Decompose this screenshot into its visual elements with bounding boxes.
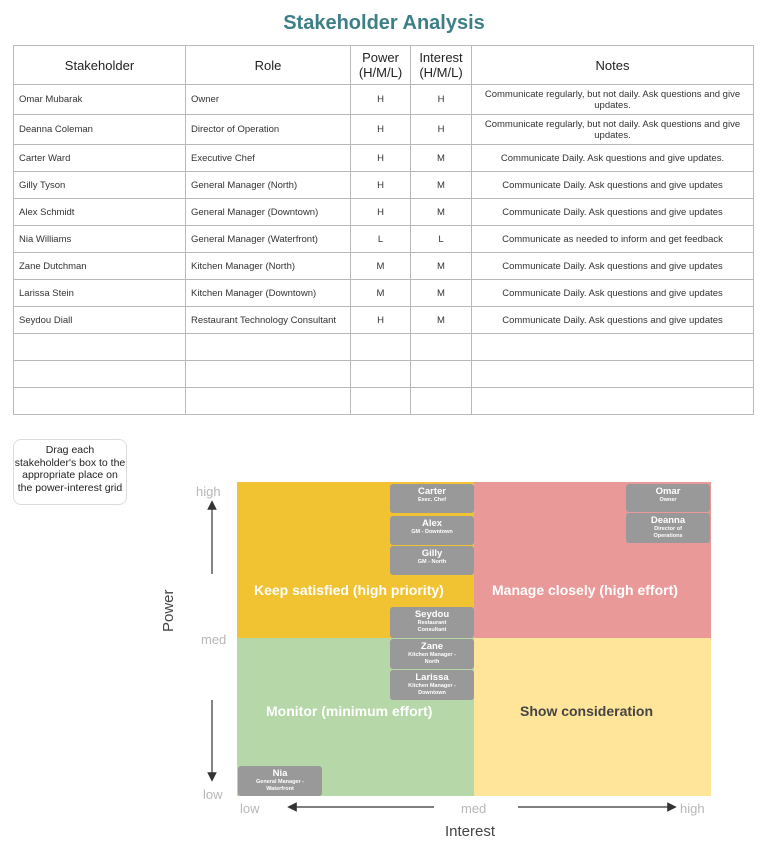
- card-seydou[interactable]: [390, 607, 474, 638]
- card-role: Owner: [659, 497, 677, 503]
- header-interest-line1: Interest: [419, 50, 463, 65]
- card-carter[interactable]: [390, 484, 474, 513]
- card-role-line2: North: [424, 659, 440, 665]
- label-keep-satisfied: Keep satisfied (high priority): [254, 582, 444, 598]
- cell-power[interactable]: H: [351, 307, 411, 334]
- cell-role[interactable]: Restaurant Technology Consultant: [186, 307, 351, 334]
- cell-stakeholder[interactable]: Seydou Diall: [14, 307, 186, 334]
- cell-role[interactable]: General Manager (Downtown): [186, 199, 351, 226]
- cell-stakeholder[interactable]: Carter Ward: [14, 145, 186, 172]
- card-name: Nia: [272, 768, 288, 779]
- header-power-line2: (H/M/L): [358, 65, 403, 80]
- header-power-line1: Power: [362, 50, 399, 65]
- cell-notes[interactable]: Communicate Daily. Ask questions and give updates.: [472, 145, 754, 172]
- card-zane[interactable]: [390, 639, 474, 669]
- card-role-line2: Downtown: [418, 690, 446, 696]
- card-role-line2: Operations: [653, 533, 683, 539]
- card-name: Larissa: [415, 672, 449, 683]
- cell-role[interactable]: General Manager (North): [186, 172, 351, 199]
- header-role: Role: [186, 46, 351, 85]
- instruction-box: Drag each stakeholder's box to the appropriate place on the power-interest grid: [13, 439, 127, 505]
- card-omar[interactable]: [626, 484, 710, 512]
- cell-notes[interactable]: Communicate Daily. Ask questions and give updates: [472, 280, 754, 307]
- card-name: Carter: [418, 486, 446, 497]
- axis-title-interest: Interest: [445, 823, 496, 840]
- cell-stakeholder[interactable]: Zane Dutchman: [14, 253, 186, 280]
- cell-power[interactable]: L: [351, 226, 411, 253]
- tick-interest-low: low: [240, 801, 260, 816]
- cell-notes[interactable]: Communicate regularly, but not daily. Ask questions and give updates.: [472, 85, 754, 115]
- cell-interest[interactable]: M: [411, 172, 472, 199]
- card-role-line2: Waterfront: [266, 786, 294, 792]
- cell-notes[interactable]: Communicate Daily. Ask questions and give updates: [472, 172, 754, 199]
- card-role-line1: Kitchen Manager -: [408, 683, 456, 689]
- cell-role[interactable]: General Manager (Waterfront): [186, 226, 351, 253]
- card-alex[interactable]: [390, 516, 474, 545]
- header-stakeholder: Stakeholder: [14, 46, 186, 85]
- cell-stakeholder[interactable]: Alex Schmidt: [14, 199, 186, 226]
- card-gilly[interactable]: [390, 546, 474, 575]
- cell-stakeholder[interactable]: Gilly Tyson: [14, 172, 186, 199]
- card-name: Seydou: [414, 609, 450, 620]
- label-monitor: Monitor (minimum effort): [266, 703, 433, 719]
- cell-notes[interactable]: Communicate as needed to inform and get feedback: [472, 226, 754, 253]
- card-name: Gilly: [421, 548, 443, 559]
- cell-role[interactable]: Director of Operation: [186, 115, 351, 145]
- cell-power[interactable]: H: [351, 172, 411, 199]
- cell-notes[interactable]: Communicate Daily. Ask questions and give updates: [472, 199, 754, 226]
- card-role: GM - Downtown: [411, 529, 453, 535]
- card-name: Alex: [421, 518, 443, 529]
- cell-power[interactable]: H: [351, 199, 411, 226]
- cell-power[interactable]: M: [351, 280, 411, 307]
- tick-power-med: med: [201, 632, 227, 647]
- header-interest-line2: (H/M/L): [419, 65, 463, 80]
- card-role-line1: Restaurant: [417, 620, 447, 626]
- cell-power[interactable]: H: [351, 85, 411, 115]
- label-show-consideration: Show consideration: [520, 703, 654, 719]
- cell-role[interactable]: Kitchen Manager (North): [186, 253, 351, 280]
- card-role-line1: Kitchen Manager -: [408, 652, 456, 658]
- card-role: Exec. Chef: [417, 497, 447, 503]
- cell-interest[interactable]: M: [411, 253, 472, 280]
- card-name: Omar: [655, 486, 681, 497]
- cell-power[interactable]: H: [351, 145, 411, 172]
- cell-stakeholder[interactable]: Omar Mubarak: [14, 85, 186, 115]
- cell-interest[interactable]: L: [411, 226, 472, 253]
- cell-notes[interactable]: Communicate Daily. Ask questions and give updates: [472, 307, 754, 334]
- card-name: Zane: [420, 641, 444, 652]
- label-manage-closely: Manage closely (high effort): [492, 582, 678, 598]
- cell-stakeholder[interactable]: Nia Williams: [14, 226, 186, 253]
- cell-role[interactable]: Owner: [186, 85, 351, 115]
- card-deanna[interactable]: [626, 513, 710, 543]
- card-larissa[interactable]: [390, 670, 474, 700]
- page-title: Stakeholder Analysis: [283, 12, 485, 34]
- cell-interest[interactable]: H: [411, 115, 472, 145]
- cell-power[interactable]: M: [351, 253, 411, 280]
- cell-role[interactable]: Executive Chef: [186, 145, 351, 172]
- cell-interest[interactable]: M: [411, 145, 472, 172]
- cell-power[interactable]: H: [351, 115, 411, 145]
- card-name: Deanna: [650, 515, 686, 526]
- header-notes: Notes: [472, 46, 754, 85]
- card-role-line1: General Manager -: [256, 779, 304, 785]
- card-role: GM - North: [417, 559, 447, 565]
- cell-stakeholder[interactable]: Larissa Stein: [14, 280, 186, 307]
- tick-power-high: high: [196, 484, 221, 499]
- cell-interest[interactable]: M: [411, 280, 472, 307]
- cell-interest[interactable]: H: [411, 85, 472, 115]
- cell-interest[interactable]: M: [411, 199, 472, 226]
- card-role-line2: Consultant: [417, 627, 447, 633]
- card-role-line1: Director of: [654, 526, 682, 532]
- tick-power-low: low: [203, 787, 223, 802]
- cell-interest[interactable]: M: [411, 307, 472, 334]
- cell-notes[interactable]: Communicate regularly, but not daily. Ask questions and give updates.: [472, 115, 754, 145]
- tick-interest-high: high: [680, 801, 705, 816]
- cell-stakeholder[interactable]: Deanna Coleman: [14, 115, 186, 145]
- tick-interest-med: med: [461, 801, 487, 816]
- axis-title-power: Power: [160, 589, 177, 632]
- cell-notes[interactable]: Communicate Daily. Ask questions and give updates: [472, 253, 754, 280]
- cell-role[interactable]: Kitchen Manager (Downtown): [186, 280, 351, 307]
- card-nia[interactable]: [238, 766, 322, 796]
